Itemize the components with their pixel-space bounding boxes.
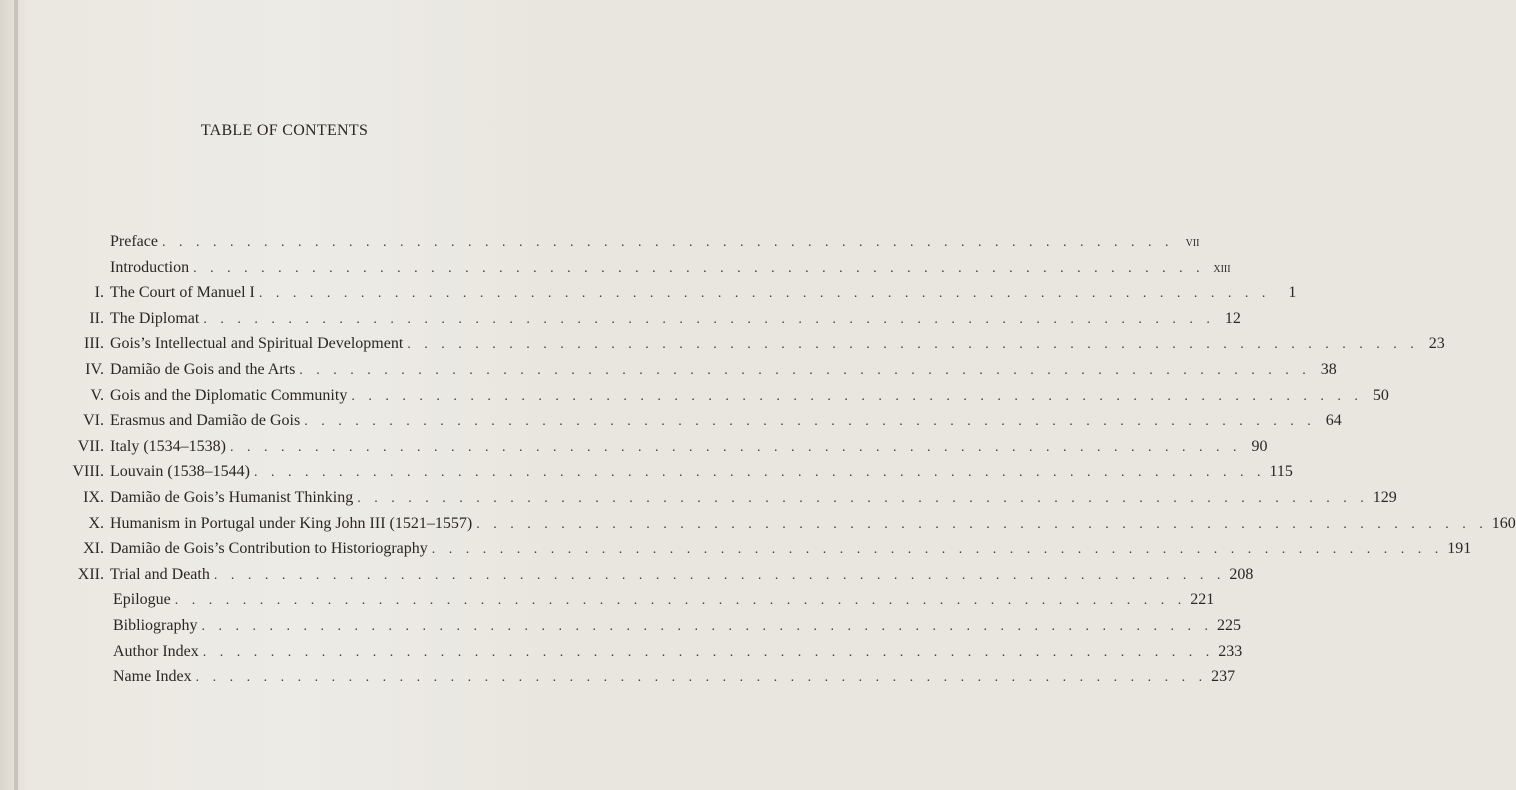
dot-leader: . . . . . . . . . . . . . . . . . . . . . . . . . . . . . . . . . . . . . . . . . . . . . . . . . . . . . . . . . . . . — [351, 388, 1363, 404]
dot-leader: . . . . . . . . . . . . . . . . . . . . . . . . . . . . . . . . . . . . . . . . . . . . . . . . . . . . . . . . . . . . — [229, 439, 1242, 455]
toc-row — [0, 306, 1241, 332]
toc-row — [0, 639, 1243, 665]
page-number: 221 — [1190, 591, 1215, 609]
entry-title: The Diplomat — [110, 309, 200, 327]
entry-title: Name Index — [113, 668, 192, 686]
dot-leader: . . . . . . . . . . . . . . . . . . . . . . . . . . . . . . . . . . . . . . . . . . . . . . . . . . . . . . . . . . . . — [193, 260, 1205, 276]
toc-row — [0, 587, 1215, 613]
toc-row — [0, 255, 1231, 281]
entry-title: Damião de Gois’s Contribution to Historiography — [110, 540, 428, 558]
toc-entry — [110, 562, 1254, 589]
toc-row — [0, 562, 1254, 588]
entry-title: Erasmus and Damião de Gois — [110, 412, 301, 430]
toc-row — [0, 357, 1337, 383]
toc-row — [0, 331, 1445, 357]
toc-entry — [110, 511, 1516, 538]
chapter-number: VIII. — [72, 463, 104, 481]
toc-entry — [110, 357, 1337, 384]
dot-leader: . . . . . . . . . . . . . . . . . . . . . . . . . . . . . . . . . . . . . . . . . . . . . . . . . . . . . . . . . . . . — [174, 593, 1187, 609]
page-title: TABLE OF CONTENTS — [200, 122, 369, 139]
toc-entry — [110, 459, 1293, 486]
entry-title: Louvain (1538–1544) — [110, 463, 250, 481]
dot-leader: . . . . . . . . . . . . . . . . . . . . . . . . . . . . . . . . . . . . . . . . . . . . . . . . . . . . . . . . . . . . — [357, 491, 1369, 506]
toc-entry — [113, 587, 1215, 614]
entry-title: Bibliography — [113, 617, 198, 634]
page-number: 160 — [1491, 514, 1516, 532]
chapter-number: IV. — [85, 361, 104, 378]
dot-leader: . . . . . . . . . . . . . . . . . . . . . . . . . . . . . . . . . . . . . . . . . . . . . . . . . . . . . . . . . . . . — [258, 286, 1271, 302]
page-number: 1 — [1288, 284, 1297, 302]
toc-entry — [110, 485, 1397, 512]
toc-row — [0, 434, 1268, 460]
chapter-number: V. — [90, 386, 104, 404]
chapter-number: IX. — [83, 489, 104, 506]
toc-row — [0, 485, 1397, 511]
dot-leader: . . . . . . . . . . . . . . . . . . . . . . . . . . . . . . . . . . . . . . . . . . . . . . . . . . . . . . . . . . . . — [299, 363, 1311, 378]
dot-leader: . . . . . . . . . . . . . . . . . . . . . . . . . . . . . . . . . . . . . . . . . . . . . . . . . . . . . . . . . . . . — [161, 235, 1174, 250]
entry-title: Damião de Gois and the Arts — [110, 361, 296, 378]
page-number: vii — [1185, 235, 1200, 250]
page-number: 225 — [1216, 617, 1241, 634]
toc-entry — [110, 408, 1342, 435]
page-number: xiii — [1213, 260, 1231, 276]
toc-row — [0, 408, 1342, 434]
dot-leader: . . . . . . . . . . . . . . . . . . . . . . . . . . . . . . . . . . . . . . . . . . . . . . . . . . . . . . . . . . . . — [213, 567, 1226, 583]
toc-row — [0, 536, 1472, 562]
toc-entry — [110, 331, 1445, 358]
dot-leader: . . . . . . . . . . . . . . . . . . . . . . . . . . . . . . . . . . . . . . . . . . . . . . . . . . . . . . . . . . . . — [195, 670, 1208, 686]
page-number: 90 — [1251, 437, 1268, 455]
page-number: 208 — [1229, 565, 1254, 583]
toc-entry — [110, 229, 1200, 256]
entry-title: Humanism in Portugal under King John III (1521–1557) — [110, 514, 473, 532]
entry-title: Preface — [110, 233, 158, 250]
dot-leader: . . . . . . . . . . . . . . . . . . . . . . . . . . . . . . . . . . . . . . . . . . . . . . . . . . . . . . . . . . . . — [202, 644, 1215, 660]
toc-entry — [113, 639, 1243, 666]
entry-title: Trial and Death — [110, 565, 210, 583]
page-number: 64 — [1325, 412, 1342, 430]
toc-entry — [113, 664, 1236, 691]
toc-entry — [110, 536, 1472, 563]
dot-leader: . . . . . . . . . . . . . . . . . . . . . . . . . . . . . . . . . . . . . . . . . . . . . . . . . . . . . . . . . . . . — [431, 542, 1444, 558]
entry-title: The Court of Manuel I — [110, 284, 255, 302]
chapter-number: II. — [89, 309, 104, 327]
dot-leader: . . . . . . . . . . . . . . . . . . . . . . . . . . . . . . . . . . . . . . . . . . . . . . . . . . . . . . . . . . . . — [476, 516, 1488, 532]
toc-entry — [113, 613, 1241, 640]
chapter-number: X. — [88, 514, 104, 532]
page-number: 191 — [1447, 540, 1472, 558]
toc-entry — [110, 306, 1241, 333]
page-number: 237 — [1211, 668, 1236, 686]
chapter-number: XI. — [83, 540, 104, 558]
page-number: 233 — [1218, 642, 1243, 660]
entry-title: Gois and the Diplomatic Community — [110, 386, 348, 404]
entry-title: Damião de Gois’s Humanist Thinking — [110, 489, 354, 506]
page-number: 115 — [1269, 463, 1293, 481]
chapter-number: XII. — [77, 565, 104, 583]
page-number: 50 — [1372, 386, 1389, 404]
toc-row — [0, 383, 1389, 409]
chapter-number: VI. — [83, 412, 104, 430]
chapter-number: I. — [94, 284, 104, 302]
toc-entry — [110, 280, 1297, 307]
toc-entry — [110, 434, 1268, 461]
entry-title: Italy (1534–1538) — [110, 437, 226, 455]
entry-title: Introduction — [110, 258, 190, 276]
toc-row — [0, 664, 1236, 690]
dot-leader: . . . . . . . . . . . . . . . . . . . . . . . . . . . . . . . . . . . . . . . . . . . . . . . . . . . . . . . . . . . . — [407, 337, 1419, 353]
toc-entry — [110, 383, 1389, 410]
toc-row — [0, 613, 1241, 639]
dot-leader: . . . . . . . . . . . . . . . . . . . . . . . . . . . . . . . . . . . . . . . . . . . . . . . . . . . . . . . . . . . . — [203, 311, 1215, 327]
toc-row — [0, 459, 1293, 485]
page-number: 129 — [1372, 489, 1397, 506]
chapter-number: VII. — [77, 437, 104, 455]
entry-title: Epilogue — [113, 591, 171, 609]
entry-title: Author Index — [113, 642, 199, 660]
toc-row — [0, 280, 1297, 306]
page-number: 23 — [1428, 335, 1445, 353]
toc-row — [0, 511, 1516, 537]
entry-title: Gois’s Intellectual and Spiritual Development — [110, 335, 404, 353]
dot-leader: . . . . . . . . . . . . . . . . . . . . . . . . . . . . . . . . . . . . . . . . . . . . . . . . . . . . . . . . . . . . — [253, 465, 1266, 481]
toc-entry — [110, 255, 1231, 282]
chapter-number: III. — [84, 335, 104, 353]
dot-leader: . . . . . . . . . . . . . . . . . . . . . . . . . . . . . . . . . . . . . . . . . . . . . . . . . . . . . . . . . . . . — [201, 619, 1213, 634]
toc-row — [0, 229, 1200, 255]
dot-leader: . . . . . . . . . . . . . . . . . . . . . . . . . . . . . . . . . . . . . . . . . . . . . . . . . . . . . . . . . . . . — [304, 414, 1316, 430]
page-number: 38 — [1320, 361, 1337, 378]
page-number: 12 — [1224, 309, 1241, 327]
